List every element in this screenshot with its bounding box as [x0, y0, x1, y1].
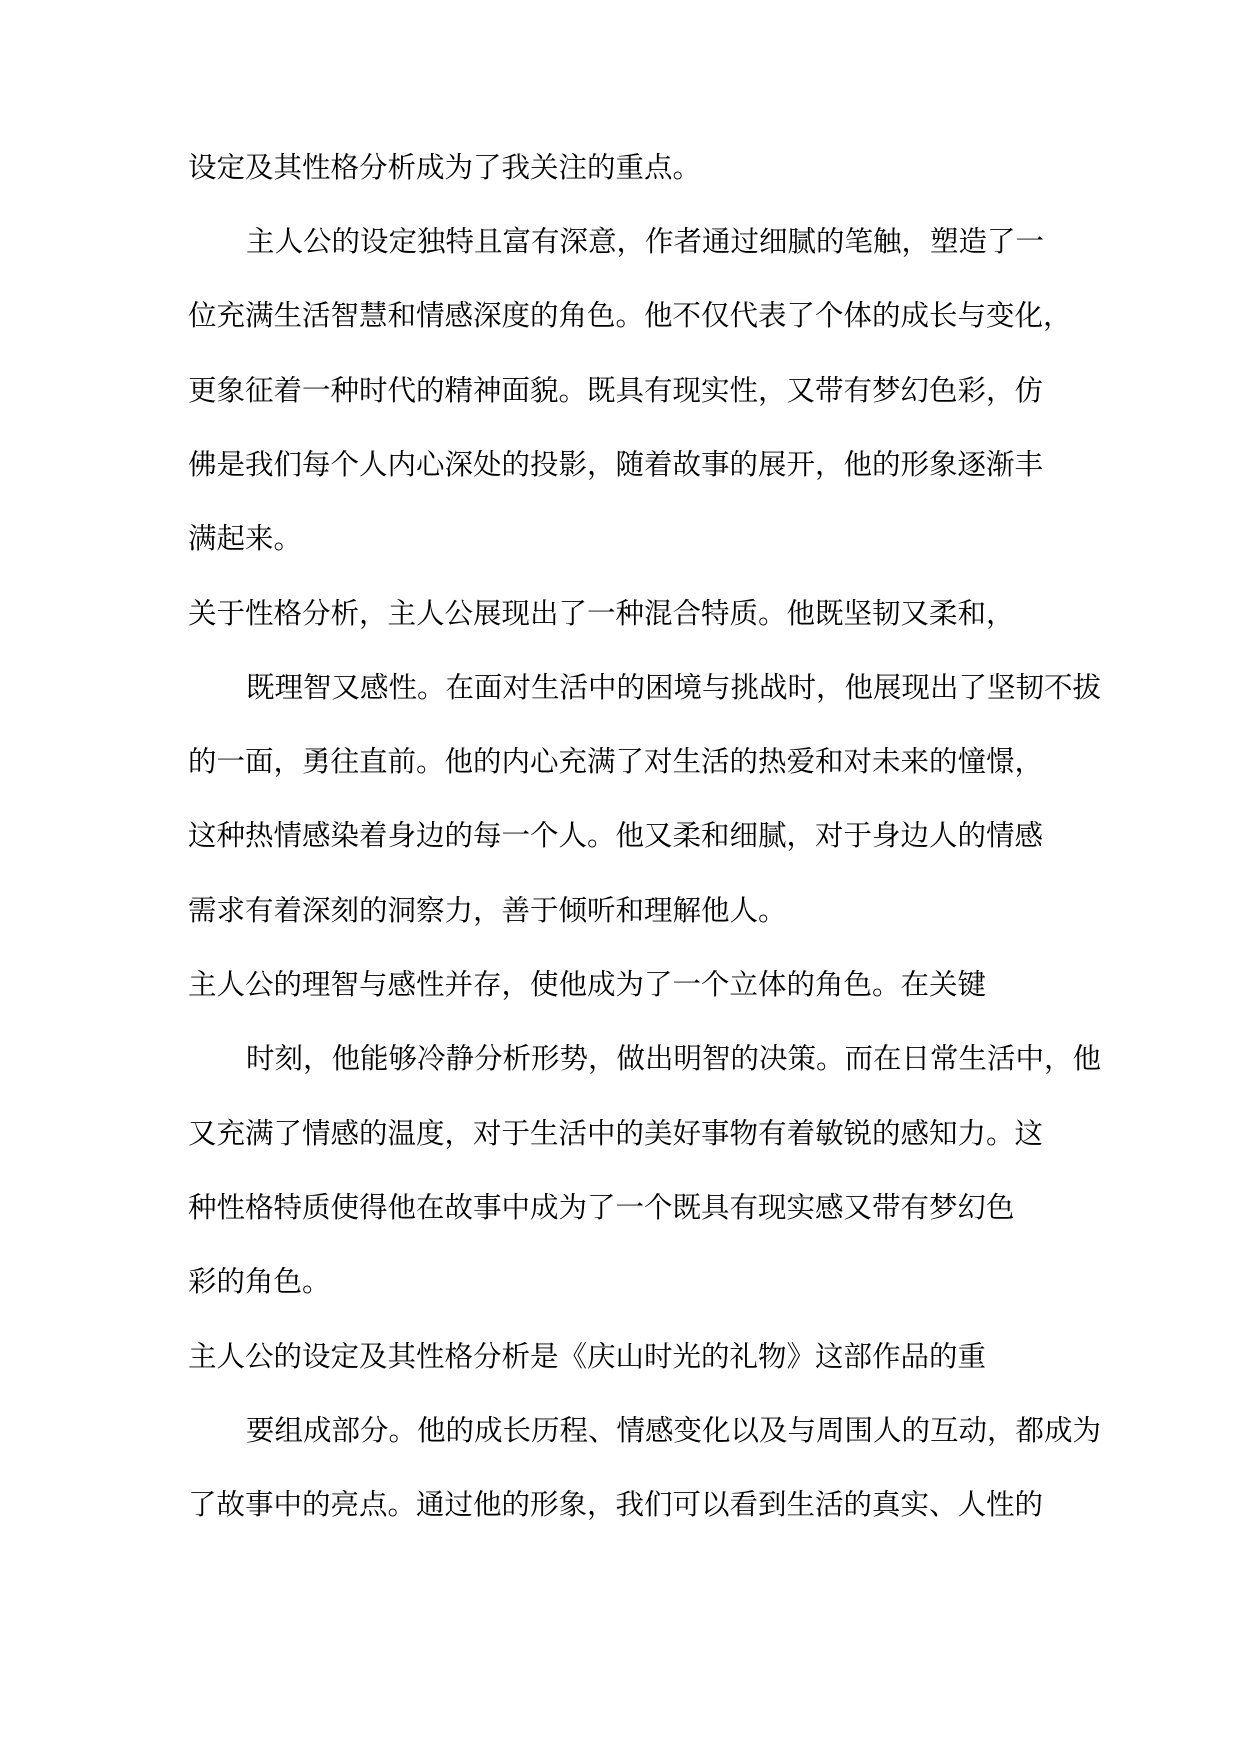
text-line: 满起来。 [188, 522, 303, 555]
text-line: 主人公的理智与感性并存，使他成为了一个立体的角色。在关键 [188, 968, 987, 1001]
text-line: 了故事中的亮点。通过他的形象，我们可以看到生活的真实、人性的 [188, 1488, 1044, 1521]
text-line: 的一面，勇往直前。他的内心充满了对生活的热爱和对未来的憧憬， [188, 745, 1044, 778]
text-line: 更象征着一种时代的精神面貌。既具有现实性，又带有梦幻色彩，仿 [188, 374, 1044, 407]
text-line: 关于性格分析，主人公展现出了一种混合特质。他既坚韧又柔和， [188, 597, 1015, 630]
text-line: 又充满了情感的温度，对于生活中的美好事物有着敏锐的感知力。这 [188, 1117, 1044, 1150]
text-line: 既理智又感性。在面对生活中的困境与挑战时，他展现出了坚韧不拔 [246, 671, 1102, 704]
text-line: 这种热情感染着身边的每一个人。他又柔和细腻，对于身边人的情感 [188, 819, 1044, 852]
text-line: 设定及其性格分析成为了我关注的重点。 [188, 151, 702, 184]
text-line: 主人公的设定独特且富有深意，作者通过细腻的笔触，塑造了一 [246, 225, 1045, 258]
text-line: 位充满生活智慧和情感深度的角色。他不仅代表了个体的成长与变化， [188, 299, 1072, 332]
text-line: 佛是我们每个人内心深处的投影，随着故事的展开，他的形象逐渐丰 [188, 448, 1044, 481]
text-line: 彩的角色。 [188, 1265, 331, 1298]
text-line: 需求有着深刻的洞察力，善于倾听和理解他人。 [188, 894, 787, 927]
text-line: 时刻，他能够冷静分析形势，做出明智的决策。而在日常生活中，他 [246, 1042, 1102, 1075]
text-line: 主人公的设定及其性格分析是《庆山时光的礼物》这部作品的重 [188, 1340, 987, 1373]
text-line: 种性格特质使得他在故事中成为了一个既具有现实感又带有梦幻色 [188, 1191, 1015, 1224]
text-line: 要组成部分。他的成长历程、情感变化以及与周围人的互动，都成为 [246, 1414, 1102, 1447]
